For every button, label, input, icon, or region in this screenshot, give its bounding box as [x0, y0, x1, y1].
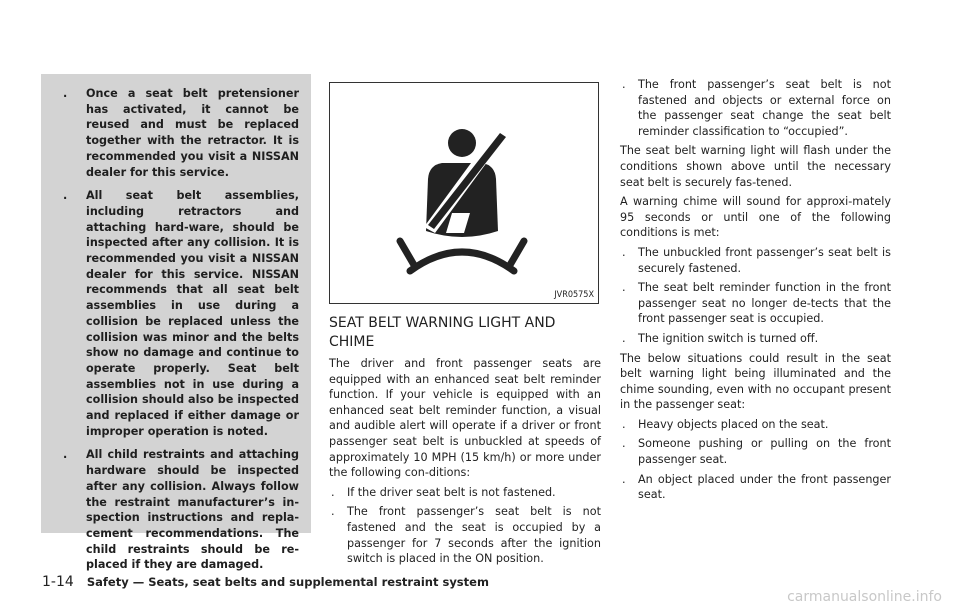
seat-belt-icon	[330, 83, 598, 303]
warning-text: All seat belt assemblies, including retractors and attaching hard-ware, should be inspected after any collision. It is recommended you visit a NISSAN dealer for this service. NISSAN recommends that all seat belt assemblies in use during a collision be replaced unless the collision was minor and the belts show no damage and continue to operate properly. Seat belt assemblies not in use during a collision should also be inspected and replaced if either damage or improper operation is noted.	[86, 189, 299, 438]
situation-item	[620, 472, 891, 503]
bullet: .	[622, 472, 626, 486]
situation-text: An object placed under the front passenger seat.	[638, 472, 891, 502]
warning-text: Once a seat belt pretensioner has activated, it cannot be reused and must be replaced together with the retractor. It is recommended you visit a NISSAN dealer for this service.	[86, 87, 299, 179]
warning-box	[41, 74, 311, 572]
warning-item	[57, 86, 299, 180]
bullet: .	[63, 87, 68, 100]
intro-paragraph: The driver and front passenger seats are equipped with an enhanced seat belt reminder function. If your vehicle is equipped with an enhanced seat belt reminder function, a visual and audible alert will operate if a driver or front passenger seat belt is unbuckled at speeds of approximately 10 MPH (15 km/h) or more under the following con-ditions:	[329, 357, 601, 480]
flash-paragraph: The seat belt warning light will flash under the conditions shown above until the necessary seat belt is securely fas-tened.	[620, 144, 891, 189]
chime-condition-text: The ignition switch is turned off.	[638, 331, 819, 345]
figure-code: JVR0575X	[554, 290, 594, 300]
situation-item	[620, 417, 891, 433]
bullet: .	[63, 448, 68, 462]
section-title: SEAT BELT WARNING LIGHT AND CHIME	[329, 315, 556, 350]
bullet: .	[622, 281, 626, 295]
chime-condition-item	[620, 245, 891, 276]
condition-text: The front passenger’s seat belt is not fastened and the seat is occupied by a passenger for 7 seconds after the ignition switch is placed in the ON position.	[347, 505, 601, 566]
situations-paragraph: The below situations could result in the seat belt warning light being illuminated and the chime sounding, even with no occupant present in the passenger seat:	[620, 351, 891, 412]
warning-text: All child restraints and attaching hardware should be inspected after any collision. Always follow the restraint manufacturer’s in-spection instructions and repla-cement recommendations. The child restraints should be re-placed if they are damaged.	[86, 448, 299, 572]
warning-item	[57, 447, 299, 573]
bullet: .	[622, 78, 626, 91]
chime-condition-item	[620, 331, 891, 347]
bullet: .	[622, 417, 626, 431]
page-number: 1-14	[42, 574, 74, 590]
condition-item	[329, 504, 601, 566]
right-column	[620, 77, 891, 507]
situation-text: Heavy objects placed on the seat.	[638, 417, 829, 431]
chime-condition-text: The seat belt reminder function in the front passenger seat no longer de-tects that the front passenger seat is occupied.	[638, 281, 891, 326]
condition-item	[620, 77, 891, 139]
seat-belt-figure	[329, 82, 599, 304]
situation-text: Someone pushing or pulling on the front passenger seat.	[638, 437, 891, 467]
condition-text: If the driver seat belt is not fastened.	[347, 485, 556, 499]
bullet: .	[331, 505, 335, 519]
bullet: .	[622, 437, 626, 451]
watermark: carmanualsonline.info	[787, 589, 942, 605]
middle-column	[329, 314, 601, 571]
bullet: .	[622, 331, 626, 345]
bullet: .	[622, 245, 626, 259]
situation-item	[620, 436, 891, 467]
chime-paragraph: A warning chime will sound for approxi-mately 95 seconds or until one of the following conditions is met:	[620, 195, 891, 240]
bullet: .	[331, 485, 335, 499]
condition-item	[329, 485, 601, 501]
page-footer	[42, 571, 489, 590]
chime-condition-text: The unbuckled front passenger’s seat belt is securely fastened.	[638, 245, 891, 275]
bullet: .	[63, 189, 68, 203]
footer-title: Safety — Seats, seat belts and supplemental restraint system	[86, 575, 489, 589]
chime-condition-item	[620, 280, 891, 327]
condition-text: The front passenger’s seat belt is not fastened and objects or external force on the passenger seat change the seat belt reminder classification to “occupied”.	[638, 78, 891, 138]
warning-item	[57, 188, 299, 439]
